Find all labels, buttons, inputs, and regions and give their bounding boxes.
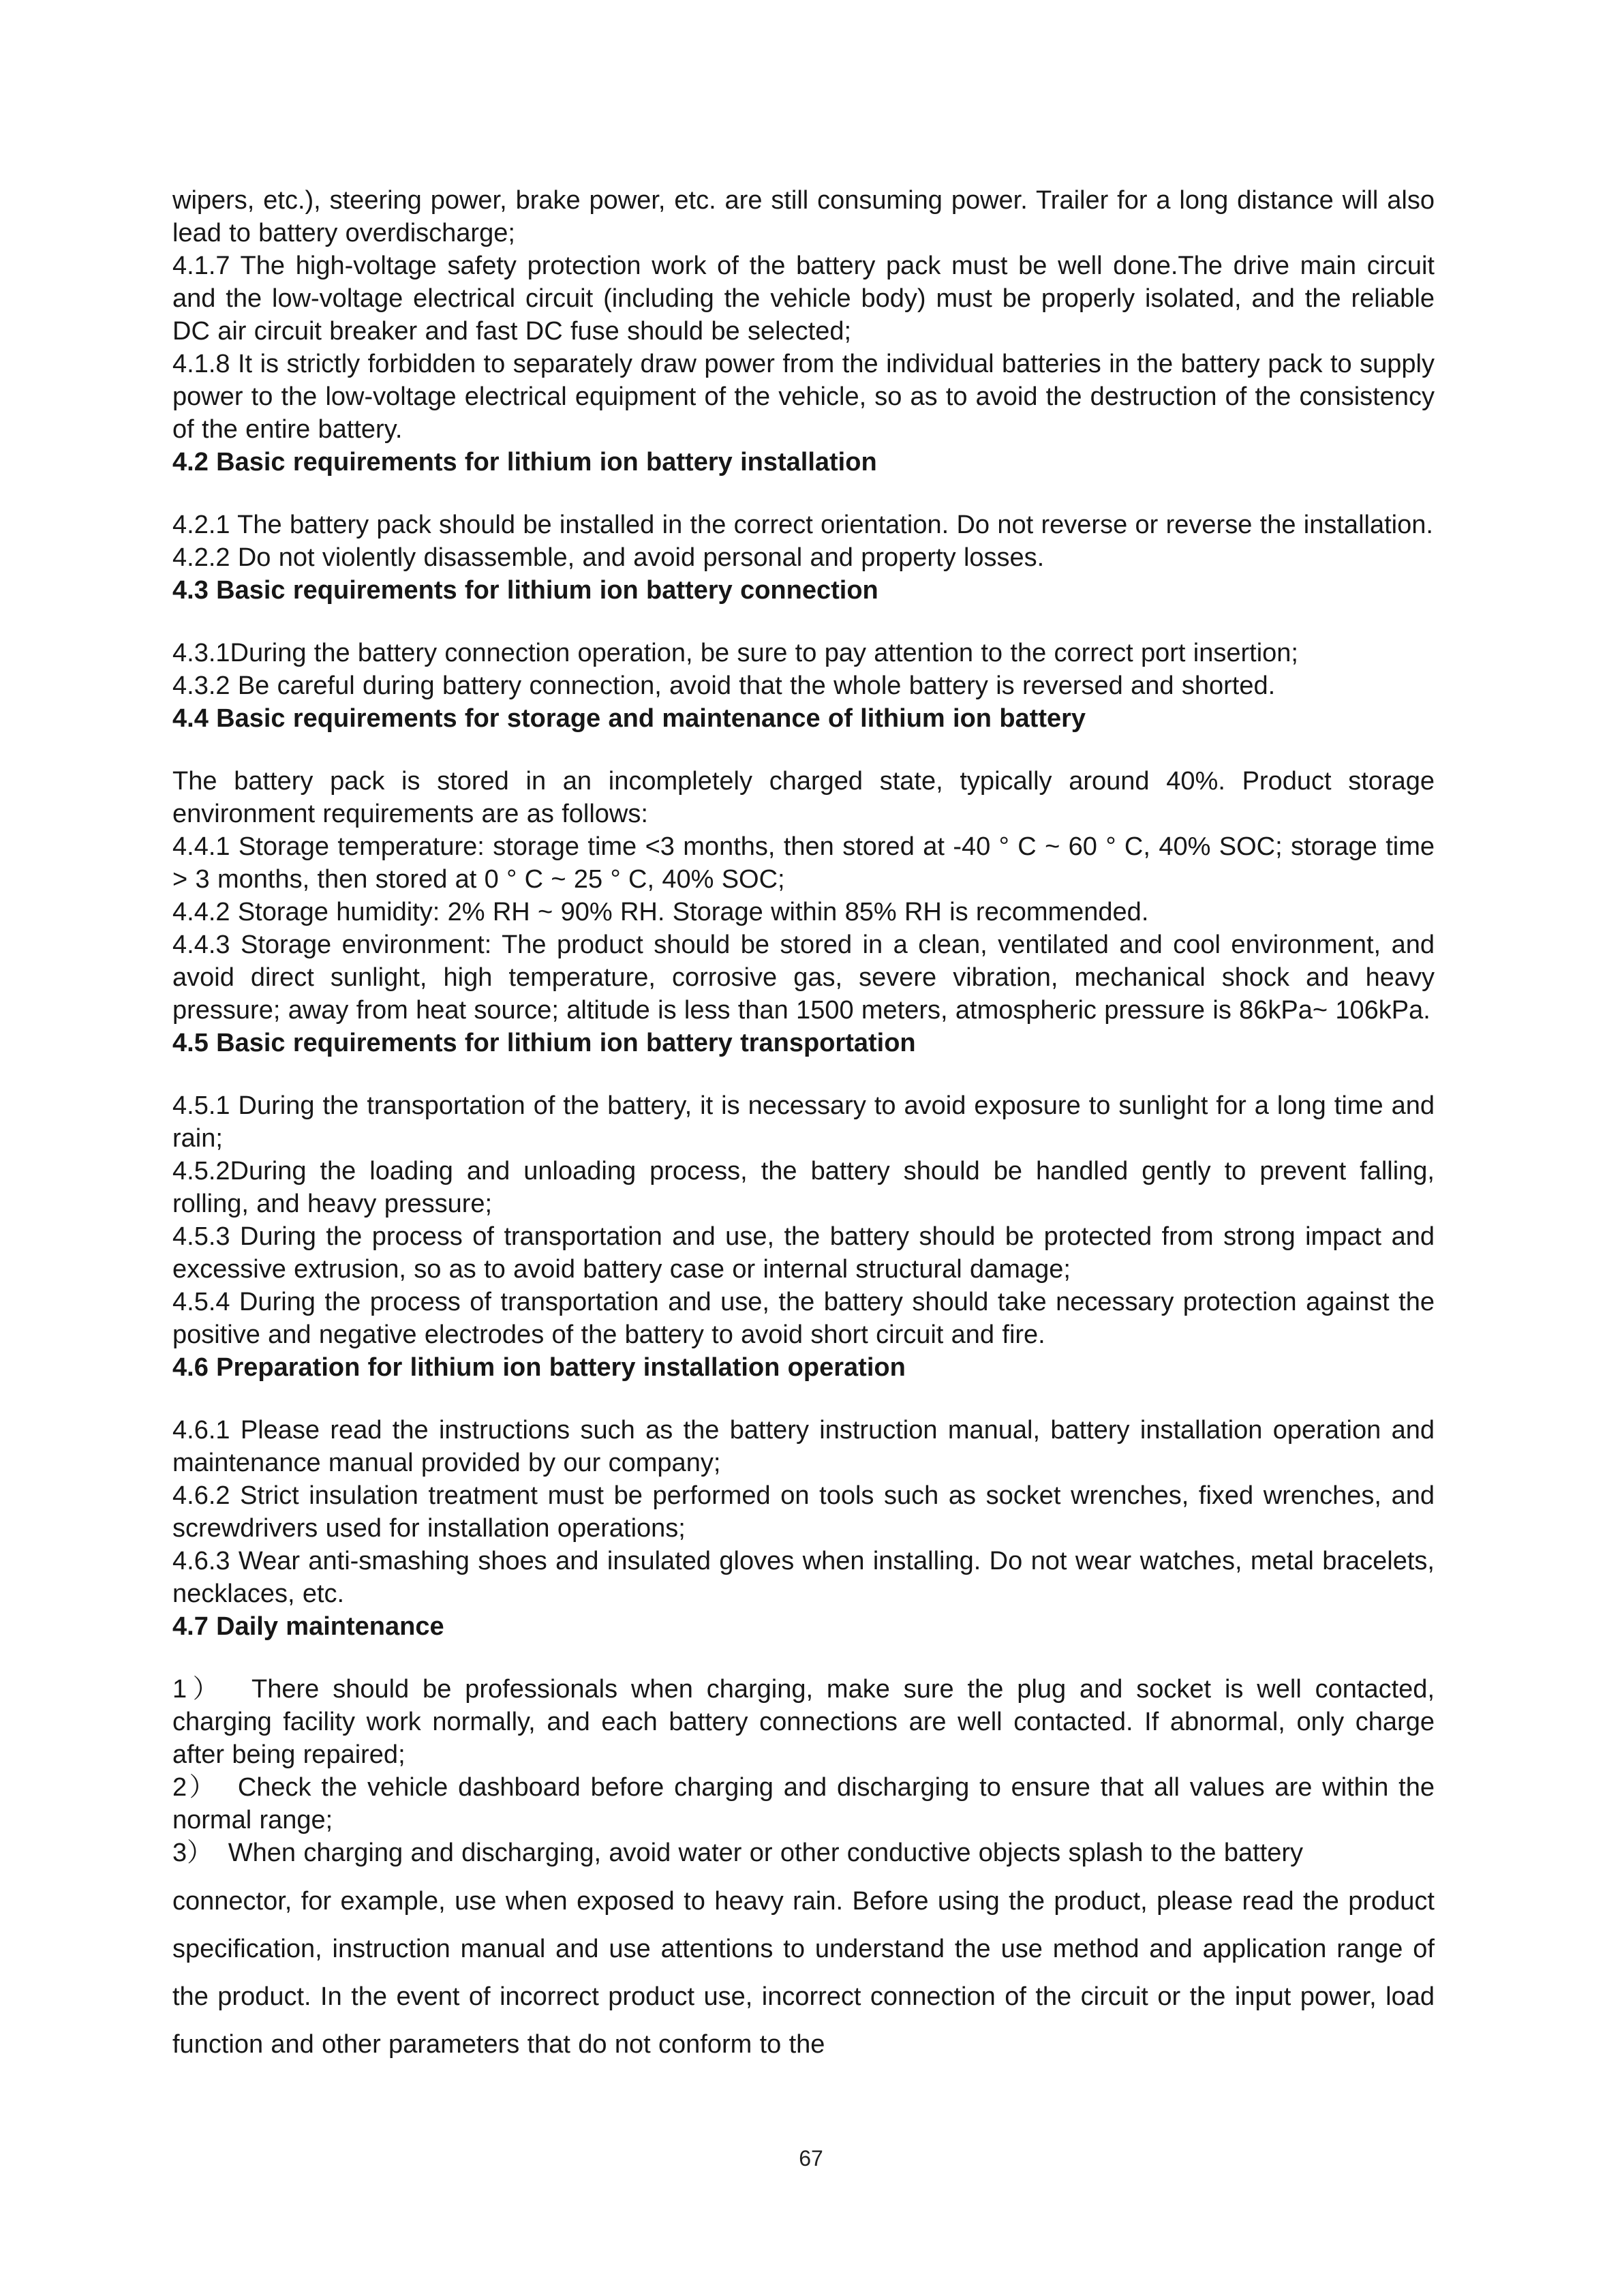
paragraph: 2） Check the vehicle dashboard before charging and discharging to ensure that all values are within the normal range;	[172, 1773, 1435, 1834]
section-heading: 4.2 Basic requirements for lithium ion battery installation	[172, 448, 877, 477]
section-heading: 4.7 Daily maintenance	[172, 1612, 444, 1641]
page-number: 67	[799, 2146, 823, 2171]
paragraph: 4.3.1During the battery connection operation, be sure to pay attention to the correct port insertion;	[172, 639, 1298, 667]
paragraph: 1） There should be professionals when charging, make sure the plug and socket is well contacted, charging facility work normally, and each battery connections are well contacted. If abnormal, only charge after being repaired;	[172, 1675, 1435, 1769]
paragraph: 4.5.1 During the transportation of the battery, it is necessary to avoid exposure to sunlight for a long time and rain;	[172, 1091, 1435, 1153]
paragraph: 4.5.3 During the process of transportation and use, the battery should be protected from strong impact and excessive extrusion, so as to avoid battery case or internal structural damage;	[172, 1222, 1435, 1284]
paragraph: 4.3.2 Be careful during battery connection, avoid that the whole battery is reversed and shorted.	[172, 671, 1276, 700]
paragraph: 4.6.1 Please read the instructions such as the battery instruction manual, battery installation operation and maintenance manual provided by our company;	[172, 1416, 1435, 1477]
paragraph: connector, for example, use when exposed to heavy rain. Before using the product, please read the product specification, instruction manual and use attentions to understand the use method and application range of the product. In the event of incorrect product use, incorrect connection of the circuit or the input power, load function and other parameters that do not conform to the	[172, 1887, 1435, 2059]
paragraph: 4.5.2During the loading and unloading process, the battery should be handled gently to prevent falling, rolling, and heavy pressure;	[172, 1157, 1435, 1218]
paragraph: 4.4.1 Storage temperature: storage time <3 months, then stored at -40 ° C ~ 60 ° C, 40% SOC; storage time > 3 months, then stored at 0 ° C ~ 25 ° C, 40% SOC;	[172, 832, 1435, 894]
paragraph: 4.1.7 The high-voltage safety protection work of the battery pack must be well done.The drive main circuit and the low-voltage electrical circuit (including the vehicle body) must be properly isolated, and the reliable DC air circuit breaker and fast DC fuse should be selected;	[172, 252, 1435, 346]
section-heading: 4.3 Basic requirements for lithium ion battery connection	[172, 576, 878, 605]
paragraph: 4.2.2 Do not violently disassemble, and avoid personal and property losses.	[172, 543, 1045, 572]
paragraph: 3） When charging and discharging, avoid water or other conductive objects splash to the battery	[172, 1839, 1304, 1867]
paragraph: 4.2.1 The battery pack should be installed in the correct orientation. Do not reverse or reverse the installation.	[172, 511, 1433, 539]
paragraph: 4.4.2 Storage humidity: 2% RH ~ 90% RH. Storage within 85% RH is recommended.	[172, 898, 1149, 926]
section-heading: 4.5 Basic requirements for lithium ion battery transportation	[172, 1029, 916, 1057]
section-heading: 4.4 Basic requirements for storage and maintenance of lithium ion battery	[172, 704, 1086, 733]
section-heading: 4.6 Preparation for lithium ion battery installation operation	[172, 1353, 906, 1382]
paragraph: 4.6.2 Strict insulation treatment must be performed on tools such as socket wrenches, fixed wrenches, and screwdrivers used for installation operations;	[172, 1481, 1435, 1543]
paragraph: 4.6.3 Wear anti-smashing shoes and insulated gloves when installing. Do not wear watches, metal bracelets, necklaces, etc.	[172, 1547, 1435, 1608]
paragraph: 4.4.3 Storage environment: The product should be stored in a clean, ventilated and cool environment, and avoid direct sunlight, high temperature, corrosive gas, severe vibration, mechanical shock and heavy pressure; away from heat source; altitude is less than 1500 meters, atmospheric pressure is 86kPa~ 106kPa.	[172, 931, 1435, 1025]
paragraph: The battery pack is stored in an incompletely charged state, typically around 40%. Product storage environment requirements are as follows:	[172, 767, 1435, 828]
document-content	[172, 184, 1435, 2068]
paragraph: 4.1.8 It is strictly forbidden to separately draw power from the individual batteries in the battery pack to supply power to the low-voltage electrical equipment of the vehicle, so as to avoid the destruction of the consistency of the entire battery.	[172, 350, 1435, 444]
paragraph: 4.5.4 During the process of transportation and use, the battery should take necessary protection against the positive and negative electrodes of the battery to avoid short circuit and fire.	[172, 1288, 1435, 1349]
paragraph: wipers, etc.), steering power, brake power, etc. are still consuming power. Trailer for a long distance will also lead to battery overdischarge;	[172, 186, 1435, 247]
